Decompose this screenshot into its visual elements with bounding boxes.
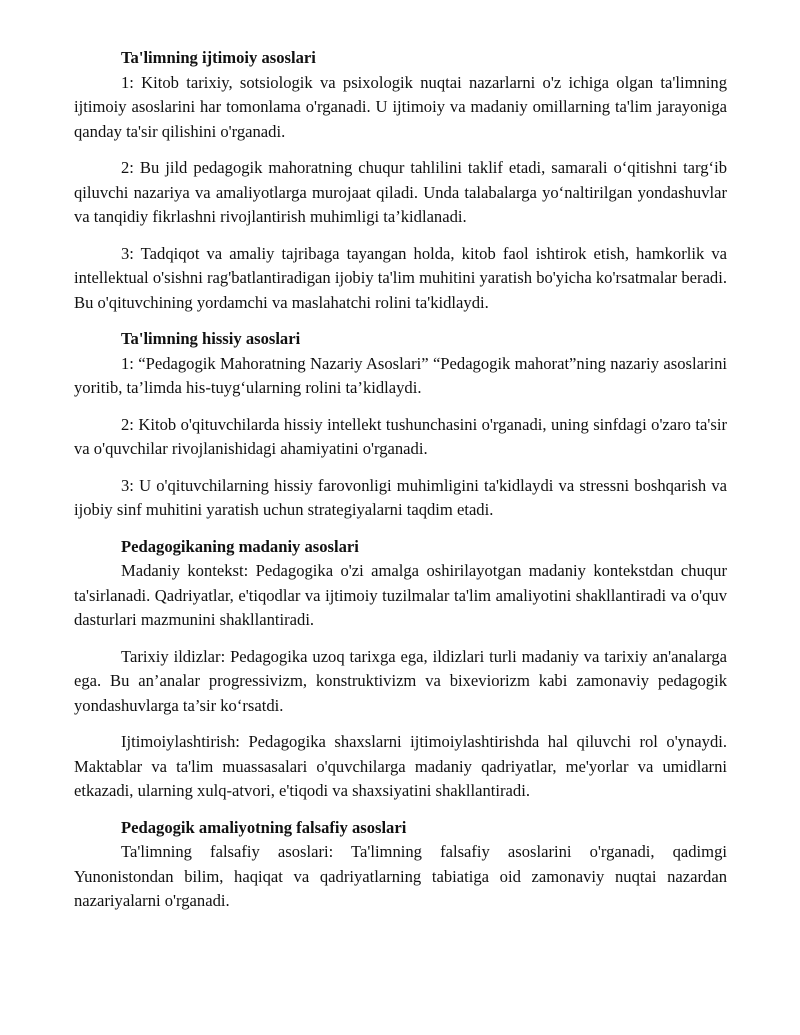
section-philosophical-foundations [74, 816, 727, 914]
section-heading: Ta'limning ijtimoiy asoslari [121, 48, 316, 67]
section-heading: Ta'limning hissiy asoslari [121, 329, 301, 348]
paragraph: 3: Tadqiqot va amaliy tajribaga tayangan holda, kitob faol ishtirok etish, hamkorlik va intellektual o'sishni rag'batlantiradigan ijobiy ta'lim muhitini yaratish bo'yicha ko'rsatmalar beradi. Bu o'qituvchining yordamchi va maslahatchi rolini ta'kidlaydi. [74, 243, 727, 312]
paragraph: 2: Kitob o'qituvchilarda hissiy intellekt tushunchasini o'rganadi, uning sinfdagi o'zaro ta'sir va o'quvchilar rivojlanishidagi ahamiyatini o'rganadi. [74, 414, 727, 458]
paragraph: Tarixiy ildizlar: Pedagogika uzoq tarixga ega, ildizlari turli madaniy va tarixiy an'analarga ega. Bu an’analar progressivizm, konstruktivizm va bixeviorizm kabi zamonaviy pedagogik yondashuvlarga ta’sir ko‘rsatdi. [74, 646, 727, 715]
paragraph: Ta'limning falsafiy asoslari: Ta'limning falsafiy asoslarini o'rganadi, qadimgi Yunonistondan bilim, haqiqat va qadriyatlarning tabiatiga oid zamonaviy nuqtai nazardan nazariyalarni o'rganadi. [74, 842, 727, 910]
section-heading: Pedagogik amaliyotning falsafiy asoslari [121, 817, 407, 837]
paragraph: Madaniy kontekst: Pedagogika o'zi amalga oshirilayotgan madaniy kontekstdan chuqur ta'sirlanadi. Qadriyatlar, e'tiqodlar va ijtimoiy tuzilmalar ta'lim amaliyotini shakllantiradi va o'quv dasturlari mazmunini shakllantiradi. [74, 561, 727, 629]
section-emotional-foundations [74, 327, 727, 523]
document-page [74, 46, 727, 914]
section-cultural-foundations [74, 535, 727, 804]
paragraph: 1: Kitob tarixiy, sotsiologik va psixologik nuqtai nazarlarni o'z ichiga olgan ta'limning ijtimoiy asoslarini har tomonlama o'rganadi. U ijtimoiy va madaniy omillarning ta'lim jarayoniga qanday ta'sir qilishini o'rganadi. [74, 72, 727, 141]
paragraph: 1: “Pedagogik Mahoratning Nazariy Asoslari” “Pedagogik mahorat”ning nazariy asoslarini yoritib, ta’limda his-tuyg‘ularning rolini ta’kidlaydi. [74, 353, 727, 397]
paragraph: 3: U o'qituvchilarning hissiy farovonligi muhimligini ta'kidlaydi va stressni boshqarish va ijobiy sinf muhitini yaratish uchun strategiyalarni taqdim etadi. [74, 475, 727, 519]
section-heading: Pedagogikaning madaniy asoslari [121, 536, 359, 556]
paragraph: Ijtimoiylashtirish: Pedagogika shaxslarni ijtimoiylashtirishda hal qiluvchi rol o'ynaydi. Maktablar va ta'lim muassasalari o'quvchilarga madaniy qadriyatlar, me'yorlar va umidlarni etkazadi, ularning xulq-atvori, e'tiqodi va shaxsiyatini shakllantiradi. [74, 732, 727, 800]
section-social-foundations [74, 46, 727, 315]
paragraph: 2: Bu jild pedagogik mahoratning chuqur tahlilini taklif etadi, samarali o‘qitishni targ‘ib qiluvchi nazariya va amaliyotlarga murojaat qiladi. Unda talabalarga yo‘naltirilgan yondashuvlar va tanqidiy fikrlashni rivojlantirish muhimligi ta’kidlanadi. [74, 158, 727, 226]
